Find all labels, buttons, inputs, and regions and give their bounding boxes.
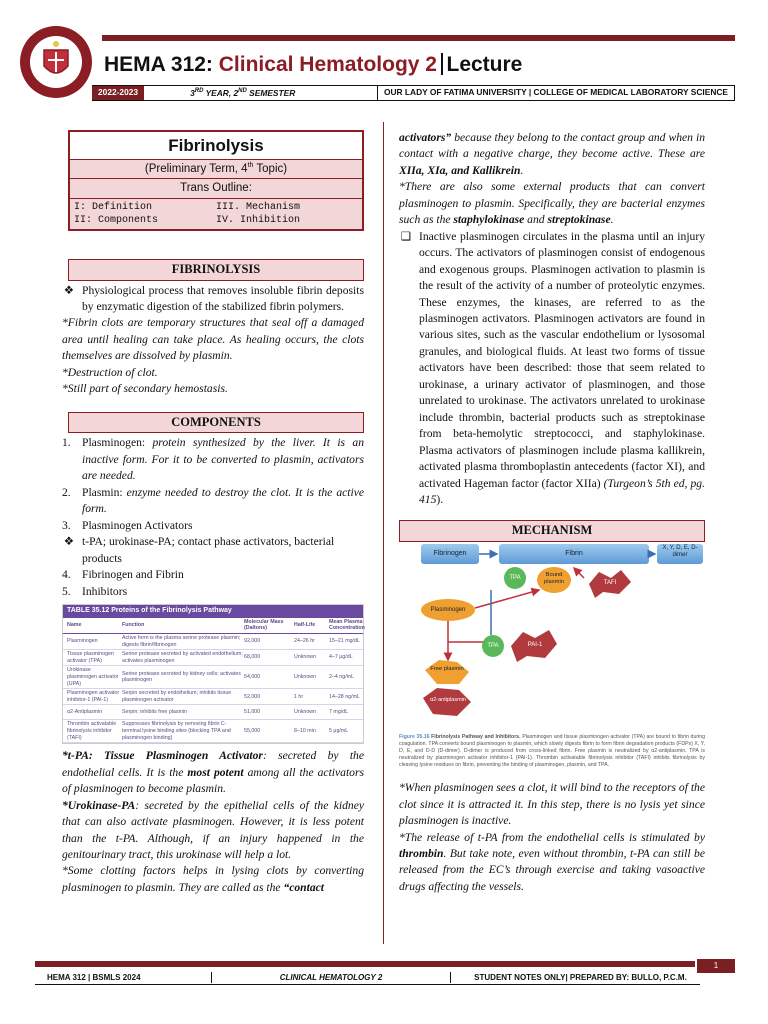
outline-grid <box>70 199 362 229</box>
topic-title: Fibrinolysis <box>70 132 362 160</box>
contact-continued <box>399 130 705 179</box>
upa-term: *Urokinase-PA <box>62 798 136 812</box>
table-cell: Plasminogen <box>67 638 98 645</box>
citation-end: ). <box>436 492 444 506</box>
thrombin-note <box>399 830 705 896</box>
table-cell: 68,000 <box>244 654 261 661</box>
table-cell: Tissue plasminogen activator (TPA) <box>67 651 114 664</box>
table-cell: 2–4 ng/mL <box>329 674 355 680</box>
tpa-desc-end: among all the activators of plasminogen to become plasmin. <box>62 765 365 796</box>
table-cell: 15–21 mg/dL <box>329 638 360 645</box>
tpa-term: *t-PA: Tissue Plasminogen Activator <box>62 749 263 763</box>
right-column <box>399 130 705 895</box>
column-divider <box>383 122 384 944</box>
topic-term: (Preliminary Term, 4th Topic) <box>70 160 362 179</box>
punct: . <box>520 163 524 177</box>
proteins-table <box>62 604 364 744</box>
item-desc: protein synthesized by the liver. It is an inactive form. For it to be converted to plasmin, activators are needed. <box>82 436 364 483</box>
antiplasmin-label: α2-antiplasmin <box>430 697 466 704</box>
left-column <box>62 130 364 896</box>
year-semester: 3RD YEAR, 2ND SEMESTER <box>190 87 296 98</box>
component-item <box>62 567 364 583</box>
tpa-desc: : secreted by the endothelial cells. It is the <box>62 749 364 779</box>
course-code: HEMA 312: <box>104 53 213 76</box>
outline-item: II: Components <box>74 214 159 226</box>
item-term: Fibrinogen and Fibrin <box>82 568 184 582</box>
table-cell: 92,000 <box>244 638 261 645</box>
free-plasmin-label: Free plasmin <box>430 666 464 673</box>
table-cell: 55,000 <box>244 728 261 735</box>
footer-course: HEMA 312 | BSMLS 2024 <box>47 972 141 982</box>
item-number: 5. <box>62 584 71 598</box>
note-text: *Fibrin clots are temporary structures that seal off a damaged area until healing can take place. As healing occurs, the clots themselves are dissolved by plasmin. <box>62 316 364 363</box>
table-header: Name <box>67 622 82 629</box>
outline-label: Trans Outline: <box>70 179 362 198</box>
table-header-row <box>63 618 363 634</box>
footer-bar <box>35 961 695 967</box>
table-cell: 7 mg/dL <box>329 709 349 716</box>
section-heading-components: COMPONENTS <box>68 412 364 434</box>
item-term: Plasminogen: <box>82 436 153 450</box>
title-divider <box>441 53 443 75</box>
item-desc: t-PA; urokinase-PA; contact phase activators, bacterial products <box>82 535 335 565</box>
table-cell: 54,000 <box>244 674 261 680</box>
fibrinogen-label: Fibrinogen <box>433 550 467 558</box>
table-cell: Thrombin activatable fibrinolysis inhibitor (TAFI) <box>67 721 117 741</box>
footer-credit: STUDENT NOTES ONLY| PREPARED BY: BULLO, P.C.M. <box>474 972 687 982</box>
upa-desc: : secreted by the epithelial cells of the kidney that can also activate plasminogen. However, it is less potent than the t-PA. Although, if an injury happened in the genitourinary tract, this urokinase will help a lot. <box>62 798 364 861</box>
course-title <box>104 50 522 80</box>
course-name: Clinical Hematology 2 <box>218 53 437 76</box>
item-term: Plasminogen Activators <box>82 518 193 532</box>
fibrin-label: Fibrin <box>565 550 583 558</box>
table-cell: α2-Antiplasmin <box>67 709 103 716</box>
table-header: Half-Life <box>294 622 316 629</box>
bound-plasmin-label: Bound plasmin <box>544 572 564 585</box>
item-number: 4. <box>62 568 71 582</box>
upa-note <box>62 798 364 864</box>
caption-text: Plasminogen and tissue plasminogen activator (TPA) are bound to fibrin during coagulation. TPA converts bound plasminogen to plasmin, which slowly digests fibrin to form fibrin degradation products (FDPs) X, Y, D, E, and D-D (D-dimer). D-dimer is produced from cross-linked fibrin. Free plasmin is neutralized by α2-antiplasmin. TPA is neutralized by plasminogen activator inhibitor-1 (PAI-1). Thrombin activatable fibrinolysis inhibitor (TAFI) inhibits fibrinolysis by cleaving lysine residues on fibrin, preventing the binding of plasminogen, plasmin, and TPA. <box>399 734 705 769</box>
tpa-label: TPA <box>509 575 521 582</box>
header-subbar <box>92 85 735 101</box>
enzyme-name: staphylokinase <box>453 213 525 227</box>
table-cell: Suppresses fibrinolysis by removing fibrin C-terminal lysine binding sites (blocking TPA and plasminogen binding) <box>122 721 231 741</box>
mechanism-note: *When plasminogen sees a clot, it will bind to the receptors of the clot since it is attracted it. In this step, there is no lysis yet since plasminogen is inactive. <box>399 781 705 828</box>
school-year: 2022-2023 <box>92 86 144 100</box>
checkbox-bullet-icon: ❑ <box>400 229 412 243</box>
item-desc: enzyme needed to destroy the clot. It is the active form. <box>82 485 365 516</box>
fibrinolysis-pathway-figure <box>399 542 705 772</box>
definition-bullet <box>62 283 364 316</box>
course-kind: Lecture <box>446 53 523 76</box>
table-header: Function <box>122 622 145 629</box>
caption-number: Figure 35.16 <box>399 734 430 741</box>
tafi-label: TAFI <box>603 580 617 587</box>
figure-caption <box>399 734 705 769</box>
table-cell: Serpin; inhibits free plasmin <box>122 709 188 716</box>
university-name: OUR LADY OF FATIMA UNIVERSITY | COLLEGE OF MEDICAL LABORATORY SCIENCE <box>377 86 735 100</box>
conj: and <box>524 213 548 227</box>
definition-text: Physiological process that removes insoluble fibrin deposits by enzymatic digestion of the stabilized fibrin polymers. <box>82 283 364 313</box>
footer-row <box>35 971 700 985</box>
item-number: 2. <box>62 485 71 499</box>
table-title: TABLE 35.12 Proteins of the Fibrinolysis Pathway <box>63 605 363 618</box>
contact-desc: because they belong to the contact group and when in contact with a negative charge, they become active. These are <box>399 131 705 161</box>
component-item <box>62 584 364 600</box>
component-item <box>62 435 364 484</box>
table-cell: 4–7 μg/dL <box>329 654 353 661</box>
table-row <box>63 634 363 650</box>
note-text: *Destruction of clot. <box>62 365 158 379</box>
paragraph-text: Inactive plasminogen circulates in the plasma until an injury occurs. The activators of plasminogen consist of endogenous and exogenous groups. Plasminogen activation to plasmin is the result of the activity of a number of proteolytic enzymes. These enzymes, the kinases, are referred to as the plasminogen activators. Plasminogen activators are found in various sites, such as the vascular endothelium or lysosomal granules, and biological fluids. At least two forms of tissue activators have been described: those that seem related to urokinase, a urinary activator of plasminogen, and those unrelated to urokinase. The activators unrelated to urokinase include thrombin, bacterial products such as streptokinase from beta-hemolytic streptococci, and staphylokinase. Plasma activators of plasminogen include plasma kallikrein, activated plasma thromboplastin antecedents (factor XI), and activated Hageman factor (factor XIIa) <box>419 229 705 490</box>
table-cell: 14–28 ng/mL <box>329 693 360 700</box>
table-cell: 8–10 min <box>294 728 316 735</box>
table-cell: Serine protease secreted by kidney cells; activates plasminogen <box>122 670 241 684</box>
enzyme-name: streptokinase <box>547 213 611 227</box>
contact-factors: XIIa, XIa, and Kallikrein <box>399 163 521 177</box>
bacterial-note <box>399 179 705 228</box>
page-footer <box>35 961 735 986</box>
table-cell: Serine protease secreted by activated endothelium; activates plasminogen <box>122 651 243 664</box>
table-row <box>63 650 363 666</box>
table-row <box>63 666 363 689</box>
contact-term-end: activators” <box>399 131 452 144</box>
table-cell: 5 μg/mL <box>329 728 349 735</box>
outline-item: IV. Inhibition <box>216 214 301 226</box>
thrombin-term: thrombin <box>399 846 444 860</box>
contact-note <box>62 863 364 896</box>
table-cell: Unknown <box>294 654 317 661</box>
caption-title: Fibrinolysis Pathway and Inhibitors. <box>429 734 521 741</box>
citation: (Turgeon’s 5th ed, pg. 415 <box>419 476 706 506</box>
note-text: *Still part of secondary hemostasis. <box>62 382 228 396</box>
university-logo <box>18 24 94 100</box>
header-top-bar <box>102 35 735 41</box>
thrombin-desc-end: . But take note, even without thrombin, t-PA can still be released from the EC’s through exercise and taking vasoactive drugs affecting the vessels. <box>399 846 705 893</box>
item-term: Inhibitors <box>82 584 128 598</box>
table-cell: Urokinase plasminogen activator (UPA) <box>67 667 119 687</box>
tpa-note <box>62 748 364 797</box>
component-subitem <box>62 534 364 567</box>
pai-label: PAI-1 <box>527 642 543 649</box>
outline-item: III. Mechanism <box>216 201 301 213</box>
component-item <box>62 518 364 534</box>
table-cell: 1 hr <box>294 693 304 700</box>
component-item <box>62 485 364 518</box>
contact-desc: *Some clotting factors helps in lysing clots by converting plasminogen to plasmin. They are called as the <box>62 864 364 894</box>
item-number: 3. <box>62 518 71 532</box>
punct: . <box>610 213 614 227</box>
plasminogen-paragraph <box>399 229 705 509</box>
table-cell: 51,000 <box>244 709 261 716</box>
footer-subject: CLINICAL HEMATOLOGY 2 <box>211 972 451 983</box>
diamond-bullet-icon: ❖ <box>63 535 75 549</box>
tpa-emphasis: most potent <box>187 765 244 779</box>
table-row <box>63 720 363 743</box>
table-header: Mean Plasma Concentration <box>329 618 365 632</box>
table-cell: 24–26 hr <box>294 638 315 645</box>
table-cell: Unknown <box>294 709 317 716</box>
section-heading-fibrinolysis: FIBRINOLYSIS <box>68 259 364 281</box>
item-term: Plasmin: <box>82 485 127 499</box>
outline-item: I: Definition <box>74 201 153 213</box>
page-number: 1 <box>697 959 735 973</box>
thrombin-desc: *The release of t-PA from the endothelial cells is stimulated by <box>399 830 705 844</box>
table-cell: Serpin secreted by endothelium; inhibits tissue plasminogen activator <box>122 690 232 703</box>
table-row <box>63 705 363 720</box>
table-cell: Unknown <box>294 674 317 680</box>
table-row <box>63 689 363 705</box>
item-number: 1. <box>62 436 71 450</box>
diamond-bullet-icon: ❖ <box>63 283 75 297</box>
table-cell: Plasminogen activator inhibitor-1 (PAI-1) <box>67 690 120 703</box>
table-header: Molecular Mass (Daltons) <box>244 618 284 632</box>
table-cell: 52,000 <box>244 693 261 700</box>
table-body <box>63 634 363 743</box>
contact-term: “contact <box>283 880 325 894</box>
plasminogen-label: Plasminogen <box>430 607 466 614</box>
title-box <box>68 130 364 231</box>
tpa-label-2: TPA <box>487 643 499 650</box>
table-cell: Active form is the plasma serine protease plasmin; digests fibrin/fibrinogen <box>122 634 241 648</box>
section-heading-mechanism: MECHANISM <box>399 520 705 542</box>
bacterial-desc: *There are also some external products that can convert plasminogen to plasmin. Specifically, they are bacterial enzymes such as the <box>399 180 705 227</box>
products-label: X, Y, D, E, D-dimer <box>662 545 698 559</box>
